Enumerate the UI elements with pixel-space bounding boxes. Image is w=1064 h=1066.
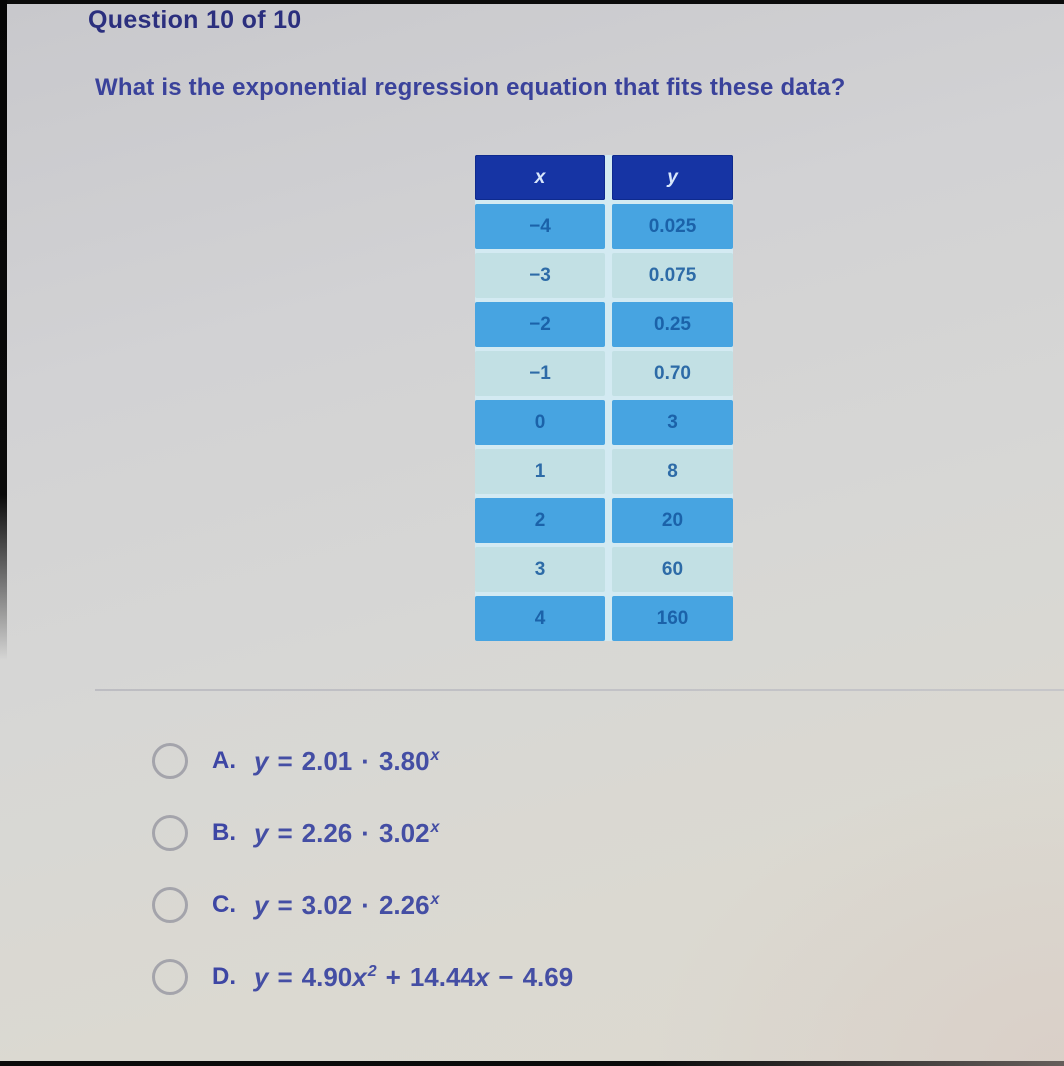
linear-coefficient: 14.44 — [409, 961, 475, 992]
option-letter: D. — [212, 963, 236, 990]
table-cell-x: −2 — [475, 302, 605, 347]
equation-variable-y: y — [254, 817, 269, 848]
radio-button-a[interactable] — [152, 743, 188, 779]
equation-variable-y: y — [254, 889, 269, 920]
table-cell-x: 2 — [475, 498, 605, 543]
option-equation — [254, 890, 439, 921]
multiplication-dot: · — [361, 817, 370, 848]
answer-option-c[interactable] — [152, 884, 573, 926]
table-cell-x: 4 — [475, 596, 605, 641]
equals-sign: = — [277, 889, 293, 920]
screen-edge-left — [0, 0, 7, 660]
table-cell-y: 20 — [612, 498, 733, 543]
question-counter: Question 10 of 10 — [88, 6, 302, 34]
equation-coefficient: 3.02 — [301, 889, 353, 920]
equals-sign: = — [277, 745, 293, 776]
answer-option-a[interactable] — [152, 740, 573, 782]
squared-exponent: 2 — [367, 962, 377, 980]
equation-base: 3.02 — [378, 817, 430, 848]
option-letter: A. — [212, 747, 236, 774]
equation-coefficient: 2.01 — [301, 745, 353, 776]
screen-edge-top — [0, 0, 1064, 4]
constant-term: 4.69 — [522, 961, 574, 992]
answer-options — [152, 740, 573, 998]
table-cell-y: 3 — [612, 400, 733, 445]
radio-button-c[interactable] — [152, 887, 188, 923]
table-cell-y: 0.025 — [612, 204, 733, 249]
multiplication-dot: · — [361, 889, 370, 920]
option-equation — [254, 818, 439, 849]
table-cell-x: 0 — [475, 400, 605, 445]
equation-base: 3.80 — [378, 745, 430, 776]
table-cell-y: 8 — [612, 449, 733, 494]
table-cell-y: 0.075 — [612, 253, 733, 298]
equation-coefficient: 2.26 — [301, 817, 353, 848]
equals-sign: = — [277, 961, 293, 992]
table-cell-x: −4 — [475, 204, 605, 249]
equals-sign: = — [277, 817, 293, 848]
answer-option-d[interactable] — [152, 956, 573, 998]
multiplication-dot: · — [361, 745, 370, 776]
option-letter: B. — [212, 819, 236, 846]
equation-exponent: x — [430, 818, 440, 836]
option-equation — [254, 746, 439, 777]
equation-variable-x: x — [474, 961, 490, 992]
question-text: What is the exponential regression equation that fits these data? — [95, 74, 846, 101]
table-cell-y: 60 — [612, 547, 733, 592]
radio-button-b[interactable] — [152, 815, 188, 851]
option-letter: C. — [212, 891, 236, 918]
table-cell-x: 3 — [475, 547, 605, 592]
equation-variable-y: y — [254, 961, 269, 992]
plus-sign: + — [385, 961, 401, 992]
equation-variable-y: y — [254, 745, 269, 776]
equation-variable-x: x — [352, 961, 367, 992]
screen-edge-bottom — [0, 1061, 1064, 1066]
table-cell-y: 160 — [612, 596, 733, 641]
table-header-x: x — [475, 155, 605, 200]
table-cell-y: 0.25 — [612, 302, 733, 347]
option-equation — [254, 962, 573, 993]
section-divider — [95, 689, 1064, 691]
data-table — [475, 155, 733, 641]
table-cell-x: 1 — [475, 449, 605, 494]
table-cell-y: 0.70 — [612, 351, 733, 396]
equation-base: 2.26 — [378, 889, 430, 920]
quadratic-coefficient: 4.90 — [301, 961, 353, 992]
minus-sign: − — [498, 961, 514, 992]
equation-exponent: x — [430, 890, 440, 908]
radio-button-d[interactable] — [152, 959, 188, 995]
answer-option-b[interactable] — [152, 812, 573, 854]
table-cell-x: −1 — [475, 351, 605, 396]
table-cell-x: −3 — [475, 253, 605, 298]
equation-exponent: x — [430, 746, 440, 764]
table-header-y: y — [612, 155, 733, 200]
